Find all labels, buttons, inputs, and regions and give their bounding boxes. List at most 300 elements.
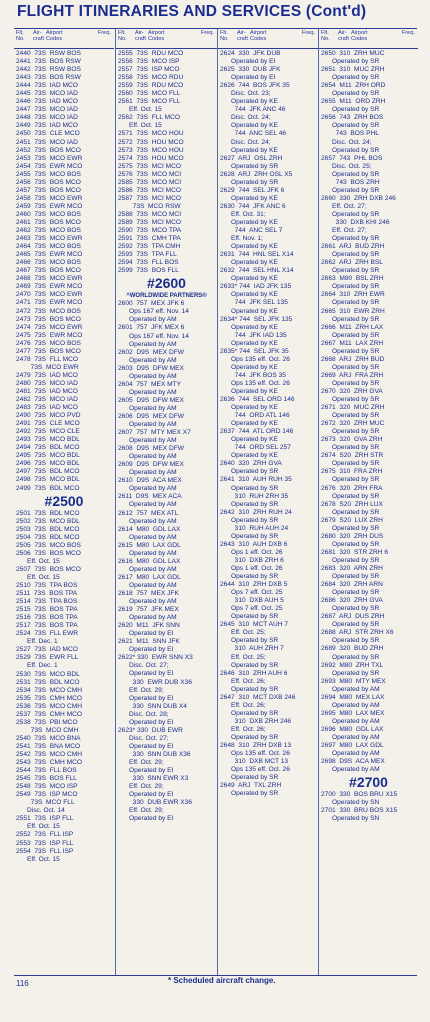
table-row: 2560 73S MCO FLL: [118, 90, 181, 98]
table-row: 2607 757 MTY MEX X7: [118, 429, 191, 437]
table-row: Operated by SR: [321, 476, 380, 484]
table-row: Ops 167 eff. Nov. 14: [118, 332, 189, 340]
table-row: Operated by SR: [220, 573, 279, 581]
table-row: 2496 73S MCO BDL: [16, 460, 80, 468]
page-title: FLIGHT ITINERARIES AND SERVICES (Cont'd): [17, 3, 367, 20]
table-row: 73S MCO FLL: [16, 799, 75, 807]
table-row: Operated by SR: [321, 637, 380, 645]
table-row: Operated by SR: [321, 267, 380, 275]
table-row: 2621 M11 SNN JFK: [118, 638, 180, 646]
table-row: 2463 73S MCO EWR: [16, 235, 83, 243]
table-row: 2585 73S MCO MCI: [118, 178, 182, 186]
table-row: 2667 M11 LAX ZRH: [321, 339, 384, 347]
table-row: 2551 73S ISP FLL: [16, 815, 74, 823]
table-row: 2507 73S BOS MCO: [16, 565, 81, 573]
table-row: 2482 73S MCO IAD: [16, 396, 78, 404]
table-row: 2695 M80 LAX MEX: [321, 709, 385, 717]
table-row: Operated by AM: [321, 733, 380, 741]
table-row: 2633* 744 IAD JFK 135: [220, 283, 292, 291]
table-row: 310 RUH AUH 24: [220, 524, 289, 532]
table-row: Operated by SR: [321, 556, 380, 564]
table-row: Eff. Oct. 31;: [220, 210, 266, 218]
table-row: 2517 73S BOS TPA: [16, 622, 78, 630]
table-row: 2444 73S IAD MCO: [16, 82, 78, 90]
table-row: 2661 ARJ BUD ZRH: [321, 243, 385, 251]
table-row: Operated by EI: [118, 767, 174, 775]
table-row: 2527 73S IAD MCO: [16, 646, 78, 654]
table-row: Operated by SR: [321, 283, 380, 291]
table-row: 2593 73S TPA FLL: [118, 251, 177, 259]
table-row: 2589 73S MCI MCO: [118, 218, 182, 226]
table-row: 2640 320 ZRH GVA: [220, 460, 282, 468]
table-row: 2548 73S MCO ISP: [16, 783, 78, 791]
table-row: 2600 757 MEX JFK 6: [118, 300, 185, 308]
table-row: Operated by AM: [321, 750, 380, 758]
table-row: 2460 73S MCO BOS: [16, 210, 81, 218]
table-row: Operated by KE: [220, 452, 278, 460]
table-row: Operated by AM: [321, 701, 380, 709]
section-heading: #2600: [147, 275, 186, 292]
table-row: 2449 73S IAD MCO: [16, 122, 78, 130]
table-row: 2440 73S RSW BOS: [16, 50, 81, 57]
table-row: 2502 73S MCO BDL: [16, 517, 80, 525]
table-row: 2511 73S BOS TPA: [16, 590, 78, 598]
table-row: 2454 73S EWR MCO: [16, 162, 83, 170]
table-row: Operated by KE: [220, 146, 278, 154]
table-row: 310 DXB ZRH 6: [220, 556, 284, 564]
table-row: 2466 73S MCO BOS: [16, 259, 81, 267]
table-row: 2618 757 MEX JFK: [118, 590, 179, 597]
table-row: 744 ANC SEL 7: [220, 227, 283, 235]
table-row: Operated by AM: [118, 485, 177, 493]
table-row: Disc. Oct. 24;: [220, 138, 271, 146]
table-row: 2553 73S ISP FLL: [16, 839, 74, 847]
table-row: 744 ORD ATL 146: [220, 412, 290, 420]
table-row: Operated by SR: [220, 613, 279, 621]
table-row: Operated by SR: [321, 540, 380, 548]
table-row: Operated by SR: [321, 90, 380, 98]
table-row: Operated by SR: [321, 653, 380, 661]
table-row: 2663 M80 BSL ZRH: [321, 275, 384, 283]
table-row: Eff. Oct. 15: [16, 557, 60, 565]
table-row: 330 SNN DUB X36: [118, 750, 191, 758]
table-row: Operated by AM: [118, 340, 177, 348]
table-row: Operated by AM: [118, 565, 177, 573]
table-row: Operated by KE: [220, 291, 278, 299]
table-row: Eff. Oct. 29;: [118, 686, 164, 694]
table-row: 330 DUB EWR X36: [118, 799, 193, 807]
table-row: 2651 310 MUC ZRH: [321, 66, 385, 74]
table-row: 2556 73S MCO ISP: [118, 58, 180, 66]
table-row: 2464 73S MCO BOS: [16, 243, 81, 251]
table-row: 2495 73S MCO BDL: [16, 452, 80, 460]
table-row: Eff. Oct. 15: [118, 106, 162, 114]
table-row: 2504 73S BDL MCO: [16, 533, 80, 541]
table-row: Disc. Oct. 14: [16, 807, 65, 815]
table-row: 2538 73S PBI MCO: [16, 718, 78, 726]
table-row: Eff. Oct. 27;: [321, 227, 367, 235]
table-row: 2675 310 FRA ZRH: [321, 468, 383, 476]
table-row: Operated by AM: [321, 766, 380, 774]
table-column: [217, 29, 318, 975]
table-row: Operated by SR: [321, 573, 380, 581]
table-row: 2447 73S MCO IAD: [16, 106, 78, 114]
column-header: [14, 29, 114, 49]
table-row: 2557 73S ISP MCO: [118, 66, 180, 74]
table-row: Operated by SN: [321, 815, 380, 823]
table-row: Operated by AM: [118, 614, 177, 622]
table-row: 2442 73S RSW BOS: [16, 66, 81, 74]
table-row: 2591 73S CMH TPA: [118, 235, 181, 243]
table-column: [14, 29, 114, 975]
header-aircraft: Air- craft: [33, 30, 44, 43]
table-row: Operated by EI: [220, 58, 276, 66]
header-frequency: Freq.: [97, 30, 111, 36]
table-row: Operated by SR: [321, 444, 380, 452]
table-row: 2473 73S BOS MCO: [16, 315, 81, 323]
table-row: Operated by SR: [321, 331, 380, 339]
table-row: 2530 73S MCO BDL: [16, 670, 80, 678]
table-row: 2698 D9S ACA MEX: [321, 758, 385, 766]
table-row: 2506 73S BOS MCO: [16, 549, 81, 557]
table-row: Operated by SR: [321, 235, 380, 243]
table-row: 2681 320 STR ZRH 6: [321, 548, 389, 556]
table-row: 2455 73S MCO BOS: [16, 170, 81, 178]
table-row: Ops 135 eff. Oct. 26: [220, 766, 290, 774]
table-row: 2448 73S MCO IAD: [16, 114, 78, 122]
table-row: Operated by SR: [220, 532, 279, 540]
table-row: Operated by KE: [220, 243, 278, 251]
table-row: 2679 S20 LUX ZRH: [321, 516, 383, 524]
column-header: [319, 29, 418, 49]
table-row: 2686 320 ZRH GVA: [321, 597, 383, 605]
section-heading: #2500: [44, 492, 84, 509]
table-row: Operated by SR: [321, 347, 380, 355]
table-row: Operated by SR: [220, 709, 279, 717]
table-row: Operated by KE: [220, 404, 278, 412]
table-row: Operated by SR: [321, 379, 380, 387]
table-row: Operated by SR: [321, 508, 380, 516]
table-row: Operated by SR: [220, 637, 279, 645]
table-row: Operated by KE: [220, 218, 278, 226]
table-row: 2700 330 BOS BRU X15: [321, 791, 398, 799]
table-row: Operated by SR: [321, 146, 380, 154]
table-row: Operated by SR: [220, 484, 279, 492]
table-row: 2456 73S BOS MCO: [16, 178, 81, 186]
table-row: 2458 73S MCO EWR: [16, 194, 83, 202]
table-row: 2483 73S IAD MCO: [16, 404, 78, 412]
table-row: Operated by AM: [118, 598, 177, 606]
table-row: 2648 310 ZRH DXB 13: [220, 742, 292, 750]
table-row: Operated by SR: [220, 685, 279, 693]
table-row: 2662 ARJ ZRH BSL: [321, 259, 383, 267]
table-row: Operated by EI: [118, 742, 174, 750]
table-row: Operated by SN: [321, 799, 380, 807]
table-row: 2610 D9S ACA MEX: [118, 477, 182, 485]
table-row: Disc. Oct. 24;: [321, 138, 372, 146]
table-row: 2619 757 JFK MEX: [118, 606, 179, 614]
table-row: 2643 310 AUH DXB 6: [220, 540, 288, 548]
table-row: 330 SNN EWR X3: [118, 775, 189, 783]
table-row: 2575 73S MCI MCO: [118, 162, 182, 170]
table-row: 2669 ARJ FRA ZRH: [321, 371, 384, 379]
table-row: 2608 D9S MEX DFW: [118, 445, 184, 453]
table-column: [318, 29, 418, 975]
table-row: Disc. Oct. 23;: [220, 90, 271, 98]
table-row: 2626 744 BOS JFK 35: [220, 82, 290, 90]
table-row: Operated by SR: [321, 669, 380, 677]
table-row: 2494 73S BDL MCO: [16, 444, 80, 452]
table-row: Operated by AM: [118, 372, 177, 380]
table-row: 310 DXB MCT 13: [220, 758, 289, 766]
table-row: Operated by KE: [220, 323, 278, 331]
table-row: 2441 73S BOS RSW: [16, 58, 81, 66]
table-row: 2615 M80 LAX GDL: [118, 541, 181, 549]
table-row: Operated by EI: [118, 791, 174, 799]
table-row: 2632 744 SEL HNL X14: [220, 267, 294, 275]
table-row: 2457 73S BOS MCO: [16, 186, 81, 194]
table-row: 2586 73S MCI MCO: [118, 186, 182, 194]
table-row: Operated by SR: [321, 524, 380, 532]
table-row: Operated by KE: [220, 194, 278, 202]
table-row: Operated by SR: [321, 621, 380, 629]
table-row: 73S MCO RSW: [118, 202, 181, 210]
table-row: Operated by SR: [220, 468, 279, 476]
table-row: Operated by EI: [118, 815, 174, 823]
table-row: 744 ANC SEL 46: [220, 130, 287, 138]
table-row: 2477 73S BOS MCO: [16, 347, 81, 355]
table-row: 2606 D9S MEX DFW: [118, 412, 184, 420]
table-row: Operated by SR: [321, 58, 380, 66]
table-row: Operated by SR: [220, 162, 279, 170]
table-row: 2503 73S BDL MCO: [16, 525, 80, 533]
table-row: 2549 73S ISP MCO: [16, 791, 78, 799]
table-row: 2625 330 DUB JFK: [220, 66, 281, 74]
table-row: 2694 M80 MEX LAX: [321, 693, 385, 701]
table-row: Disc. Oct. 27;: [118, 734, 169, 742]
table-row: 2554 73S FLL ISP: [16, 847, 74, 855]
table-row: 2611 D9S MEX ACA: [118, 493, 182, 501]
table-row: Operated by SR: [220, 178, 279, 186]
header-aircraft: Air- craft: [338, 30, 349, 43]
table-row: Operated by EI: [220, 74, 276, 82]
table-row: Operated by SR: [321, 251, 380, 259]
table-row: Operated by SR: [321, 186, 380, 194]
table-row: 2624 330 JFK DUB: [220, 50, 281, 57]
table-row: 2443 73S BOS RSW: [16, 74, 81, 82]
table-row: Ops 7 eff. Oct. 25: [220, 605, 283, 613]
table-row: Operated by KE: [220, 363, 278, 371]
table-row: 2614 M80 GDL LAX: [118, 525, 181, 533]
table-row: Operated by AM: [118, 388, 177, 396]
table-row: 2531 73S BDL MCO: [16, 678, 80, 686]
table-row: 2670 320 ZRH GVA: [321, 387, 383, 395]
table-row: Operated by SR: [321, 210, 380, 218]
section-heading: #2700: [349, 774, 388, 791]
table-row: 2537 73S CMH MCO: [16, 710, 82, 718]
page-number: 116: [16, 979, 29, 988]
header-frequency: Freq.: [301, 30, 315, 36]
table-row: 2543 73S CMH MCO: [16, 759, 82, 767]
table-row: 2573 73S MCO HOU: [118, 146, 184, 154]
table-row: 2461 73S BOS MCO: [16, 218, 81, 226]
table-row: 2599 73S BOS FLL: [118, 267, 179, 275]
table-row: Eff. Oct. 26;: [220, 701, 266, 709]
table-row: 2450 73S CLE MCO: [16, 130, 80, 138]
header-airport-codes: Airport Codes: [148, 30, 165, 43]
table-row: 2470 73S MCO EWR: [16, 291, 83, 299]
table-row: Operated by SR: [321, 589, 380, 597]
table-row: Eff. Dec. 1: [16, 662, 58, 670]
table-row: Operated by KE: [220, 420, 278, 428]
table-column: [115, 29, 217, 975]
table-row: 2668 ARJ ZRH BUD: [321, 355, 385, 363]
table-row: Operated by AM: [118, 517, 177, 525]
table-row: 330 EWR DUB X36: [118, 678, 193, 686]
header-aircraft: Air- craft: [237, 30, 248, 43]
table-row: 2467 73S BOS MCO: [16, 267, 81, 275]
table-row: 2552 73S FLL ISP: [16, 831, 74, 839]
table-row: 2627 ARJ OSL ZRH: [220, 154, 283, 162]
table-row: 2471 73S EWR MCO: [16, 299, 83, 307]
table-row: 2696 M80 GDL LAX: [321, 725, 384, 733]
table-row: Operated by EI: [118, 646, 174, 654]
table-row: 2536 73S MCO CMH: [16, 702, 82, 710]
table-row: 2645 310 MCT AUH 7: [220, 621, 289, 629]
table-row: Ops 1 eff. Oct. 26: [220, 548, 283, 556]
table-row: 2446 73S IAD MCO: [16, 98, 78, 106]
table-row: 2476 73S MCO BOS: [16, 339, 81, 347]
table-row: 310 AUH ZRH 7: [220, 645, 284, 653]
table-row: 2474 73S MCO EWR: [16, 323, 83, 331]
table-row: 2697 M80 LAX GDL: [321, 742, 384, 750]
table-row: Eff. Oct. 26;: [220, 725, 266, 733]
table-row: Operated by AM: [321, 685, 380, 693]
table-row: Operated by SR: [321, 605, 380, 613]
table-row: Operated by SR: [321, 74, 380, 82]
table-row: 2672 320 ZRH MUC: [321, 420, 385, 428]
table-row: 2572 73S HOU MCO: [118, 138, 184, 146]
header-flight-no: Flt. No.: [118, 30, 127, 43]
table-row: 2641 310 AUH RUH 35: [220, 476, 292, 484]
table-row: 2622* 330 EWR SNN X3: [118, 654, 193, 662]
table-row: Operated by KE: [220, 387, 278, 395]
table-row: 2542 73S MCO CMH: [16, 750, 82, 758]
table-row: 310 RUH ZRH 35: [220, 492, 289, 500]
table-row: 2499 73S BDL MCO: [16, 484, 80, 492]
header-frequency: Freq.: [200, 30, 214, 36]
table-row: 2592 73S TPA CMH: [118, 243, 181, 251]
table-row: 2544 73S FLL BOS: [16, 767, 77, 775]
table-row: Eff. Oct. 26;: [220, 677, 266, 685]
table-row: Eff. Oct. 15: [16, 573, 60, 581]
table-row: Operated by KE: [220, 259, 278, 267]
table-row: 2620 M11 JFK SNN: [118, 622, 180, 630]
table-row: 2571 73S MCO HOU: [118, 130, 184, 138]
table-row: 2605 D9S DFW MEX: [118, 396, 184, 404]
table-row: Ops 135 eff. Oct. 26: [220, 379, 290, 387]
table-row: 2628 ARJ ZRH OSL X5: [220, 170, 293, 178]
table-row: 2576 73S MCO MCI: [118, 170, 182, 178]
table-row: Operated by SR: [321, 299, 380, 307]
table-row: 330 SNN DUB X4: [118, 702, 187, 710]
table-row: Eff. Dec. 1: [16, 638, 58, 646]
table-row: Operated by SR: [220, 516, 279, 524]
table-row: Operated by KE: [220, 307, 278, 315]
table-row: 2689 320 BUD ZRH: [321, 645, 384, 653]
table-row: 2501 73S BDL MCO: [16, 509, 80, 517]
table-row: 2674 S20 ZRH STR: [321, 452, 384, 460]
header-airport-codes: Airport Codes: [250, 30, 267, 43]
column-header: [218, 29, 318, 49]
table-row: Operated by SR: [321, 106, 380, 114]
table-row: Operated by AM: [118, 501, 177, 509]
table-row: Operated by KE: [220, 339, 278, 347]
table-row: 2561 73S MCO FLL: [118, 98, 181, 106]
table-row: 2650 310 ZRH MUC: [321, 50, 385, 57]
table-row: 2634* 744 SEL JFK 135: [220, 315, 293, 323]
table-row: 2692 M80 ZRH TXL: [321, 661, 384, 669]
table-row: 2516 73S BOS TPA: [16, 614, 78, 622]
table-row: 2688 ARJ STR ZRH X6: [321, 629, 394, 637]
table-row: 2693 M80 MTY MEX: [321, 677, 386, 685]
table-row: 73S MCO CMH: [16, 726, 79, 734]
table-row: Operated by SR: [220, 500, 279, 508]
table-row: Operated by AM: [321, 717, 380, 725]
header-airport-codes: Airport Codes: [351, 30, 368, 43]
table-row: 743 BOS ZRH: [321, 178, 380, 186]
table-row: Operated by EI: [118, 630, 174, 638]
table-row: 2472 73S MCO BOS: [16, 307, 81, 315]
table-row: 310 DXB ZRH 246: [220, 717, 292, 725]
table-row: Operated by KE: [220, 275, 278, 283]
table-row: 744 ORD SEL 257: [220, 444, 291, 452]
table-row: Operated by EI: [118, 670, 174, 678]
table-row: 2637 744 ATL ORD 146: [220, 428, 294, 436]
table-row: 2452 73S BOS MCO: [16, 146, 81, 154]
table-row: Operated by SR: [321, 428, 380, 436]
table-row: 2545 73S BOS FLL: [16, 775, 77, 783]
table-row: 2555 73S RDU MCO: [118, 50, 184, 57]
table-row: 2562 73S FLL MCO: [118, 114, 181, 122]
table-row: 2676 320 ZRH FRA: [321, 484, 383, 492]
header-flight-no: Flt. No.: [321, 30, 330, 43]
table-row: 2590 73S MCO TPA: [118, 227, 182, 235]
table-row: 2678 S20 ZRH LUX: [321, 500, 383, 508]
table-row: 2451 73S MCO IAD: [16, 138, 78, 146]
table-row: 2701 330 BRU BOS X15: [321, 807, 398, 815]
table-row: Eff. Oct. 29;: [118, 807, 164, 815]
table-row: Operated by SR: [321, 492, 380, 500]
table-row: 2631 744 HNL SEL X14: [220, 251, 294, 259]
table-row: 2459 73S EWR MCO: [16, 202, 83, 210]
table-row: 2604 757 MEX MTY: [118, 380, 182, 388]
table-row: Operated by AM: [118, 437, 177, 445]
table-row: Operated by EI: [118, 718, 174, 726]
table-row: 2654 M11 ZRH ORD: [321, 82, 386, 90]
table-row: 2479 73S IAD MCO: [16, 371, 78, 379]
table-row: 2594 73S FLL BOS: [118, 259, 179, 267]
table-row: Operated by SR: [220, 661, 279, 669]
table-row: 2588 73S MCO MCI: [118, 210, 182, 218]
table-row: Eff. Oct. 15: [118, 122, 162, 130]
column-header: [116, 29, 217, 49]
table-row: Operated by SR: [321, 122, 380, 130]
table-row: Operated by SR: [321, 363, 380, 371]
table-row: 2492 73S MCO CLE: [16, 428, 80, 436]
table-row: 2514 73S TPA BOS: [16, 598, 78, 606]
table-row: 2559 73S RDU MCO: [118, 82, 184, 90]
